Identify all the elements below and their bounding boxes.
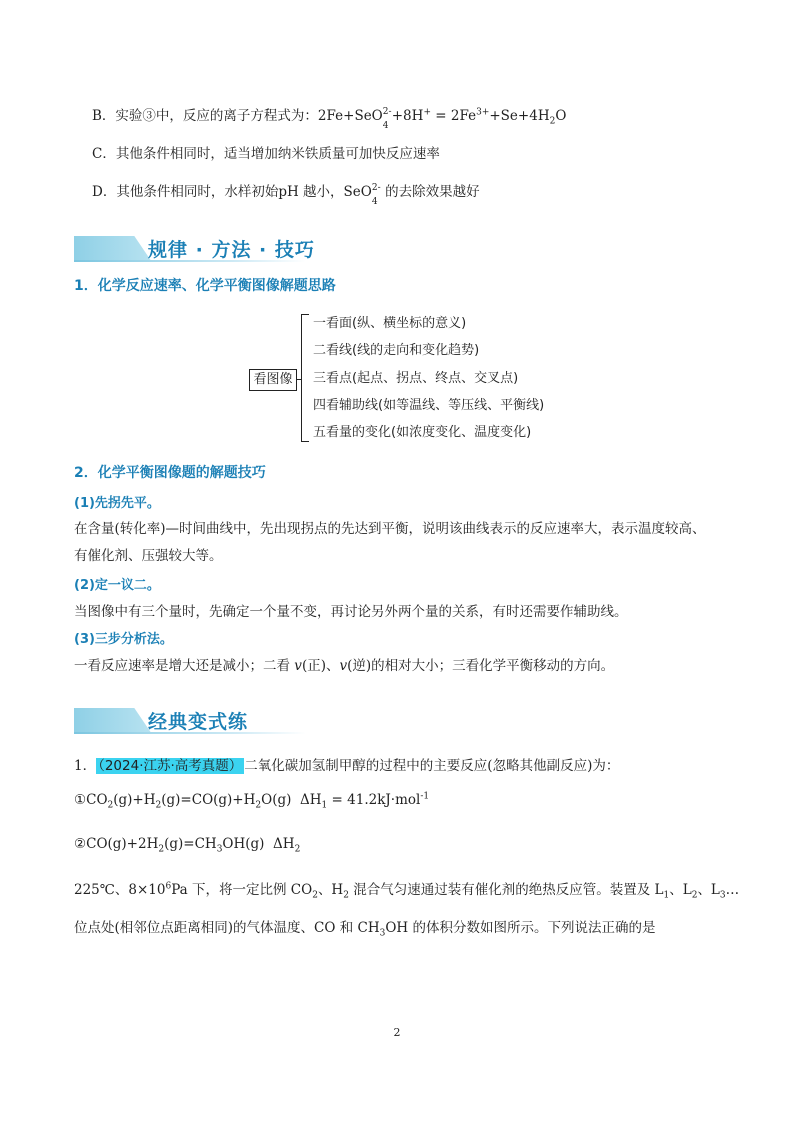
bracket-tick (301, 441, 309, 442)
question-source-tag: （2024·江苏·高考真题） (98, 758, 243, 774)
point1-heading: 1．化学反应速率、化学平衡图像解题思路 (74, 278, 336, 294)
option-d: D．其他条件相同时，水样初始pH 越小，SeO 2- 4 的去除效果越好 (92, 183, 480, 207)
option-b-label: B．实验③中，反应的离子方程式为： (92, 108, 318, 124)
tip1-line1: 在含量(转化率)—时间曲线中，先出现拐点的先达到平衡，说明该曲线表示的反应速率大，表示温度较高、 (74, 521, 706, 537)
reaction-2: $②CO(g)+2H_2(g)=CH_3OH(g)$ $\Delta H_2$ (74, 836, 301, 855)
page-number: 2 (393, 1026, 401, 1039)
section-title-practice: 经典变式练 (148, 711, 249, 733)
question-stem-text: 二氧化碳加氢制甲醇的过程中的主要反应(忽略其他副反应)为： (244, 758, 620, 774)
diagram-item-1: 一看面(纵、横坐标的意义) (313, 316, 467, 331)
diagram-item-4: 四看辅助线(如等温线、等压线、平衡线) (313, 398, 545, 413)
diagram-item-2: 二看线(线的走向和变化趋势) (313, 343, 480, 358)
option-c: C．其他条件相同时，适当增加纳米铁质量可加快反应速率 (92, 146, 440, 162)
question-conditions-line1: 225℃、$8\times 10^6Pa$ 下，将一定比例 $CO_2$、$H_2$ 混合气匀速通过装有催化剂的绝热反应管。装置及 $L_1$、$L_2$、$L_3\dots$ (74, 881, 740, 901)
question-1-stem (74, 756, 619, 776)
option-b-equation: 2Fe+SeO 2- 4 $+8H^+ = 2Fe^{3+}+Se+4H_2O$ (317, 107, 567, 131)
tip3-title: (3)三步分析法。 (74, 632, 173, 647)
tip1-line2: 有催化剂、压强较大等。 (74, 548, 223, 564)
tip1-title: (1)先拐先平。 (74, 496, 160, 511)
point2-heading: 2．化学平衡图像题的解题技巧 (74, 465, 266, 481)
tip2-line1: 当图像中有三个量时，先确定一个量不变，再讨论另外两个量的关系，有时还需要作辅助线。 (74, 604, 628, 620)
bracket-tick (301, 314, 309, 315)
diagram-item-3: 三看点(起点、拐点、终点、交叉点) (313, 371, 519, 386)
question-conditions-line2: 位点处(相邻位点距离相同)的气体温度、CO 和 $CH_3OH$ 的体积分数如图所示。下列说法正确的是 (74, 920, 656, 939)
tip2-title: (2)定一议二。 (74, 578, 160, 593)
diagram-item-5: 五看量的变化(如浓度变化、温度变化) (313, 425, 532, 440)
option-b (92, 106, 567, 131)
diagram-bracket (301, 314, 309, 442)
question-number: 1． (74, 758, 97, 774)
tip3-line1: 一看反应速率是增大还是减小；二看 v(正)、v(逆)的相对大小；三看化学平衡移动的方向。 (74, 658, 615, 674)
section-title-methods: 规律 · 方法 · 技巧 (148, 239, 315, 261)
reaction-1: $①CO_2(g)+H_2(g)=CO(g)+H_2O(g) \Delta H_1 = 41.2kJ\cdot mol^{-1}$ (74, 791, 430, 811)
diagram-box-look-at-graph: 看图像 (249, 369, 297, 391)
